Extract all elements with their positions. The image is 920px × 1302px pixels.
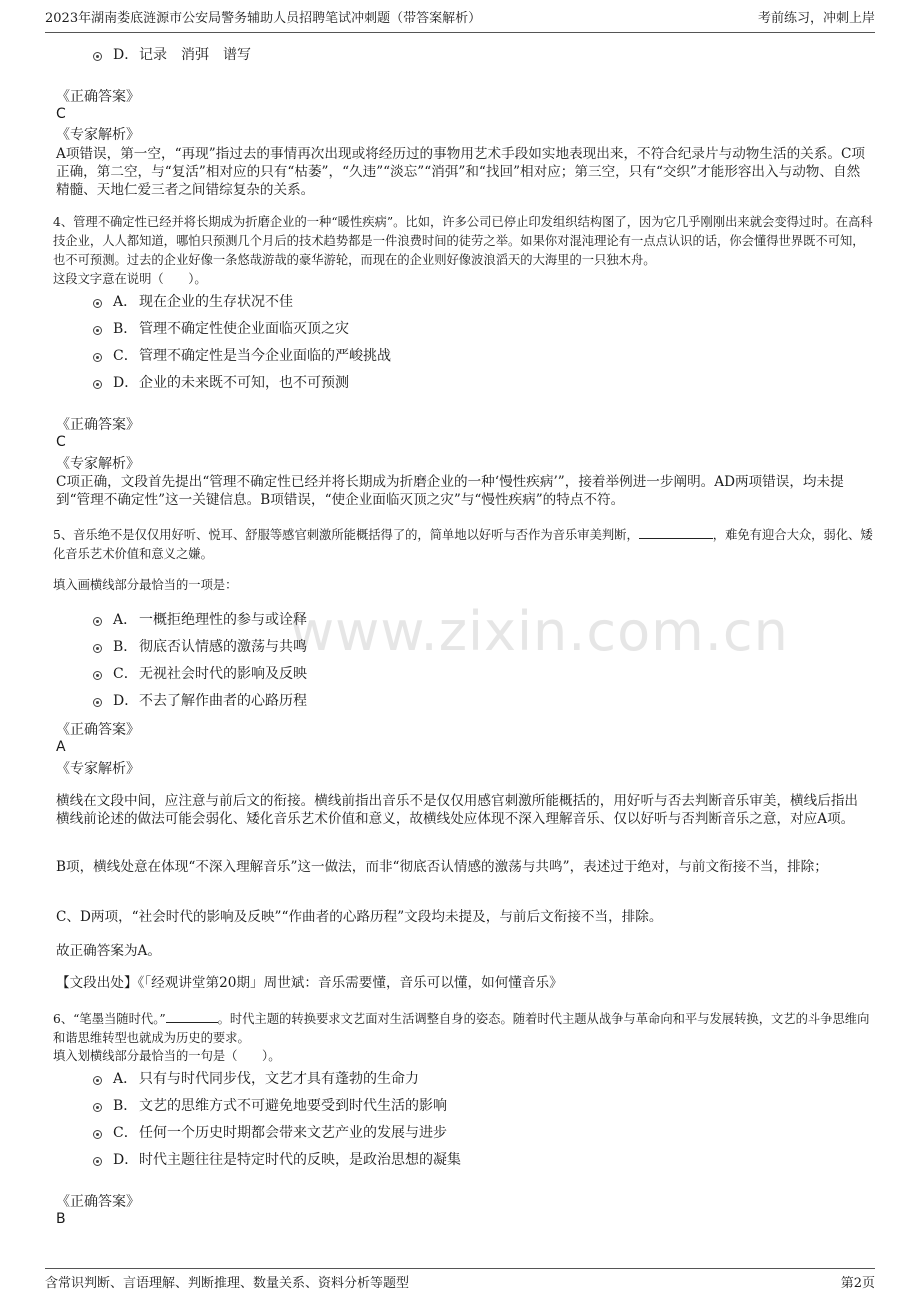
analysis-paragraph: B项，横线处意在体现“不深入理解音乐”这一做法，而非“彻底否认情感的激荡与共鸣”，表述过于绝对，与前文衔接不当，排除；	[56, 859, 828, 875]
option-text: 任何一个历史时期都会带来文艺产业的发展与进步	[139, 1125, 447, 1141]
radio-icon[interactable]	[93, 380, 102, 389]
option-text: 记录 消弭 谱写	[139, 47, 251, 63]
option-text: 不去了解作曲者的心路历程	[139, 693, 307, 709]
option-text: 管理不确定性是当今企业面临的严峻挑战	[139, 348, 391, 364]
blank-line	[166, 1010, 218, 1023]
option-text: 无视社会时代的影响及反映	[139, 666, 307, 682]
question-text: 4、管理不确定性已经并将长期成为折磨企业的一种“暖性疾病”。比如，许多公司已停止印发组织结构图了，因为它几乎刚刚出来就会变得过时。在高科技企业，人人都知道，哪怕只预测几个月后的技术趋势都是一件浪费时间的徒劳之举。如果你对混沌理论有一点点认识的话，你会懂得世界既不可知，也不可预测。过去的企业好像一条悠哉游哉的豪华游轮，而现在的企业则好像波浪滔天的大海里的一只独木舟。	[53, 215, 873, 267]
answer-value: C	[56, 106, 66, 122]
answer-label: 《正确答案》	[56, 417, 140, 433]
answer-label: 《正确答案》	[56, 89, 140, 105]
page-number: 第2页	[840, 1276, 875, 1291]
answer-value: A	[56, 739, 66, 755]
radio-icon[interactable]	[93, 1130, 102, 1139]
watermark: www.zixin.com.cn	[290, 600, 789, 663]
option-text: 彻底否认情感的激荡与共鸣	[139, 639, 307, 655]
radio-icon[interactable]	[93, 326, 102, 335]
option-text: 文艺的思维方式不可避免地要受到时代生活的影响	[139, 1098, 447, 1114]
radio-icon[interactable]	[93, 617, 102, 626]
radio-icon[interactable]	[93, 1103, 102, 1112]
radio-icon[interactable]	[93, 698, 102, 707]
question-prompt: 填入划横线部分最恰当的一句是（ ）。	[53, 1049, 281, 1063]
option-letter: D．	[113, 1152, 139, 1168]
question-text	[53, 525, 873, 564]
page-header	[45, 10, 875, 33]
answer-value: B	[56, 1211, 66, 1227]
answer-label: 《正确答案》	[56, 1194, 140, 1210]
q4-option-a[interactable]	[93, 293, 293, 311]
analysis-paragraph: C、D两项，“社会时代的影响及反映”“作曲者的心路历程”文段均未提及，与前后文衔接不当，排除。	[56, 909, 663, 925]
radio-icon[interactable]	[93, 644, 102, 653]
answer-label: 《正确答案》	[56, 722, 140, 738]
option-letter: B．	[113, 1098, 138, 1114]
option-letter: C．	[113, 348, 138, 364]
option-text: 时代主题往往是特定时代的反映，是政治思想的凝集	[139, 1152, 461, 1168]
footer-note: 含常识判断、言语理解、判断推理、数量关系、资料分析等题型	[45, 1276, 410, 1291]
question-prompt: 填入画横线部分最恰当的一项是：	[53, 578, 238, 592]
document-title: 2023年湖南娄底涟源市公安局警务辅助人员招聘笔试冲刺题（带答案解析）	[45, 11, 482, 26]
header-slogan: 考前练习，冲刺上岸	[757, 11, 875, 26]
q5-option-d[interactable]	[93, 692, 307, 710]
q5-option-a[interactable]	[93, 611, 307, 629]
page-footer	[45, 1268, 875, 1293]
q3-option-d[interactable]	[93, 46, 251, 64]
option-text: 企业的未来既不可知，也不可预测	[139, 375, 349, 391]
analysis-label: 《专家解析》	[56, 127, 140, 143]
option-letter: D．	[113, 47, 139, 63]
radio-icon[interactable]	[93, 671, 102, 680]
q4-option-c[interactable]	[93, 347, 391, 365]
option-text: 只有与时代同步伐，文艺才具有蓬勃的生命力	[139, 1071, 419, 1087]
option-letter: D．	[113, 693, 139, 709]
question-text-after: ，难免有迎合大众，弱化、矮化音乐艺术价值和意义之嫌。	[53, 528, 873, 561]
option-letter: A．	[113, 612, 138, 628]
analysis-label: 《专家解析》	[56, 456, 140, 472]
q4-option-b[interactable]	[93, 320, 349, 338]
q6-option-d[interactable]	[93, 1151, 461, 1169]
radio-icon[interactable]	[93, 1157, 102, 1166]
option-letter: B．	[113, 321, 138, 337]
analysis-text: A项错误，第一空，“再现”指过去的事情再次出现或将经历过的事物用艺术手段如实地表现出来，不符合纪录片与动物生活的关系。C项正确，第二空，与“复活”相对应的只有“枯萎”，“久违”“淡忘”“消弭”和“找回”相对应；第三空，只有“交织”才能形容出入与动物、自然精髓、天地仁爱三者之间错综复杂的关系。	[56, 146, 865, 198]
question-text	[53, 1010, 873, 1048]
q6-option-c[interactable]	[93, 1124, 447, 1142]
q5-option-b[interactable]	[93, 638, 307, 656]
answer-value: C	[56, 434, 66, 450]
analysis-paragraph: 横线在文段中间，应注意与前后文的衔接。横线前指出音乐不是仅仅用感官刺激所能概括的，用好听与否去判断音乐审美，横线后指出横线前论述的做法可能会弱化、矮化音乐艺术价值和意义，故横线处应体现不深入理解音乐、仅以好听与否判断音乐之意，对应A项。	[56, 793, 859, 827]
option-letter: C．	[113, 666, 138, 682]
option-letter: A．	[113, 294, 138, 310]
analysis-text: C项正确，文段首先提出“管理不确定性已经并将长期成为折磨企业的一种‘慢性疾病’”，接着举例进一步阐明。AD两项错误，均未提到“管理不确定性”这一关键信息。B项错误，“使企业面临灭顶之灾”与“慢性疾病”的特点不符。	[56, 474, 844, 508]
option-letter: D．	[113, 375, 139, 391]
radio-icon[interactable]	[93, 353, 102, 362]
radio-icon[interactable]	[93, 299, 102, 308]
option-text: 管理不确定性使企业面临灭顶之灾	[139, 321, 349, 337]
q5-option-c[interactable]	[93, 665, 307, 683]
q6-option-a[interactable]	[93, 1070, 419, 1088]
q4-option-d[interactable]	[93, 374, 349, 392]
question-text-after: 。时代主题的转换要求文艺面对生活调整自身的姿态。随着时代主题从战争与革命向和平与发展转换，文艺的斗争思维向和谐思维转型也就成为历史的要求。	[53, 1012, 870, 1045]
question-prompt: 这段文字意在说明（ ）。	[53, 272, 207, 286]
question-text-before: 6、“笔墨当随时代。”	[53, 1012, 166, 1026]
option-letter: A．	[113, 1071, 138, 1087]
source-citation: 【文段出处】《「经观讲堂第20期」周世斌：音乐需要懂，音乐可以懂，如何懂音乐》	[56, 975, 563, 991]
option-letter: B．	[113, 639, 138, 655]
option-text: 一概拒绝理性的参与或诠释	[139, 612, 307, 628]
question-text-before: 5、音乐绝不是仅仅用好听、悦耳、舒服等感官刺激所能概括得了的，简单地以好听与否作为音乐审美判断，	[53, 528, 639, 542]
radio-icon[interactable]	[93, 1076, 102, 1085]
option-text: 现在企业的生存状况不佳	[139, 294, 293, 310]
radio-icon[interactable]	[93, 52, 102, 61]
analysis-label: 《专家解析》	[56, 761, 140, 777]
option-letter: C．	[113, 1125, 138, 1141]
q6-option-b[interactable]	[93, 1097, 447, 1115]
analysis-paragraph: 故正确答案为A。	[56, 943, 161, 959]
blank-line	[639, 525, 713, 539]
